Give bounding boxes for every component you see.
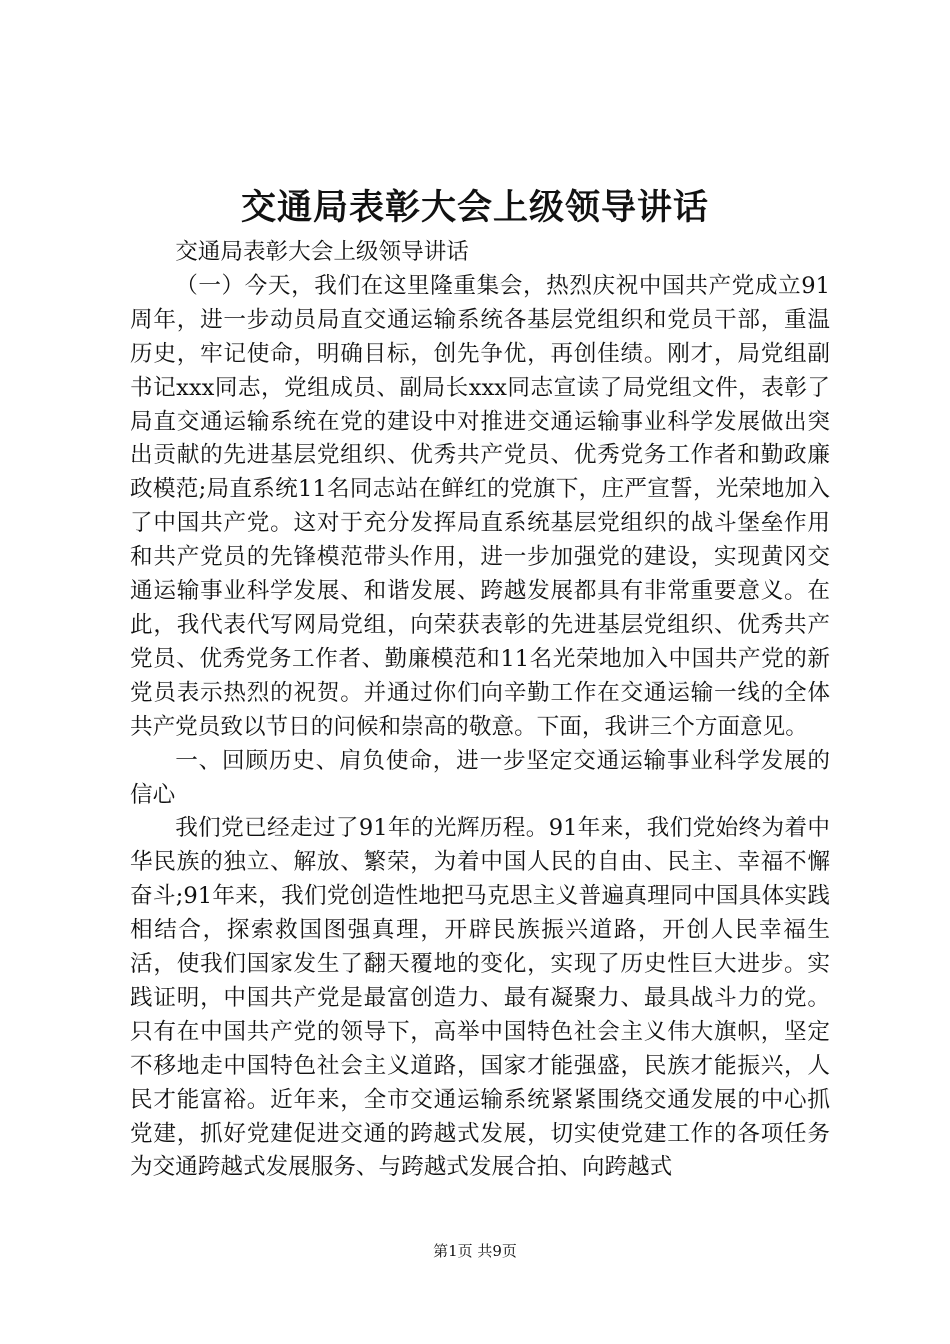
paragraph-opening: （一）今天，我们在这里隆重集会，热烈庆祝中国共产党成立91周年，进一步动员局直交通运输系统各基层党组织和党员干部，重温历史，牢记使命，明确目标，创先争优，再创佳绩。刚才，局党组副书记xxx同志，党组成员、副局长xxx同志宣读了局党组文件，表彰了局直交通运输系统在党的建设中对推进交通运输事业科学发展做出突出贡献的先进基层党组织、优秀共产党员、优秀党务工作者和勤政廉政模范;局直系统11名同志站在鲜红的党旗下，庄严宣誓，光荣地加入了中国共产党。这对于充分发挥局直系统基层党组织的战斗堡垒作用和共产党员的先锋模范带头作用，进一步加强党的建设，实现黄冈交通运输事业科学发展、和谐发展、跨越发展都具有非常重要意义。在此，我代表代写网局党组，向荣获表彰的先进基层党组织、优秀共产党员、优秀党务工作者、勤廉模范和11名光荣地加入中国共产党的新党员表示热烈的祝贺。并通过你们向辛勤工作在交通运输一线的全体共产党员致以节日的问候和崇高的敬意。下面，我讲三个方面意见。 bbox=[130, 272, 830, 740]
document-body bbox=[130, 236, 830, 1185]
page-footer: 第1页 共9页 bbox=[433, 1242, 517, 1260]
paragraph-history: 我们党已经走过了91年的光辉历程。91年来，我们党始终为着中华民族的独立、解放、繁荣，为着中国人民的自由、民主、幸福不懈奋斗;91年来，我们党创造性地把马克思主义普遍真理同中国具体实践相结合，探索救国图强真理，开辟民族振兴道路，开创人民幸福生活，使我们国家发生了翻天覆地的变化，实现了历史性巨大进步。实践证明，中国共产党是最富创造力、最有凝聚力、最具战斗力的党。只有在中国共产党的领导下，高举中国特色社会主义伟大旗帜，坚定不移地走中国特色社会主义道路，国家才能强盛，民族才能振兴，人民才能富裕。近年来，全市交通运输系统紧紧围绕交通发展的中心抓党建，抓好党建促进交通的跨越式发展，切实使党建工作的各项任务为交通跨越式发展服务、与跨越式发展合拍、向跨越式 bbox=[130, 815, 830, 1181]
paragraph-subtitle: 交通局表彰大会上级领导讲话 bbox=[175, 239, 469, 265]
document-title: 交通局表彰大会上级领导讲话 bbox=[240, 187, 709, 228]
section-heading-1: 一、回顾历史、肩负使命，进一步坚定交通运输事业科学发展的信心 bbox=[130, 747, 830, 808]
